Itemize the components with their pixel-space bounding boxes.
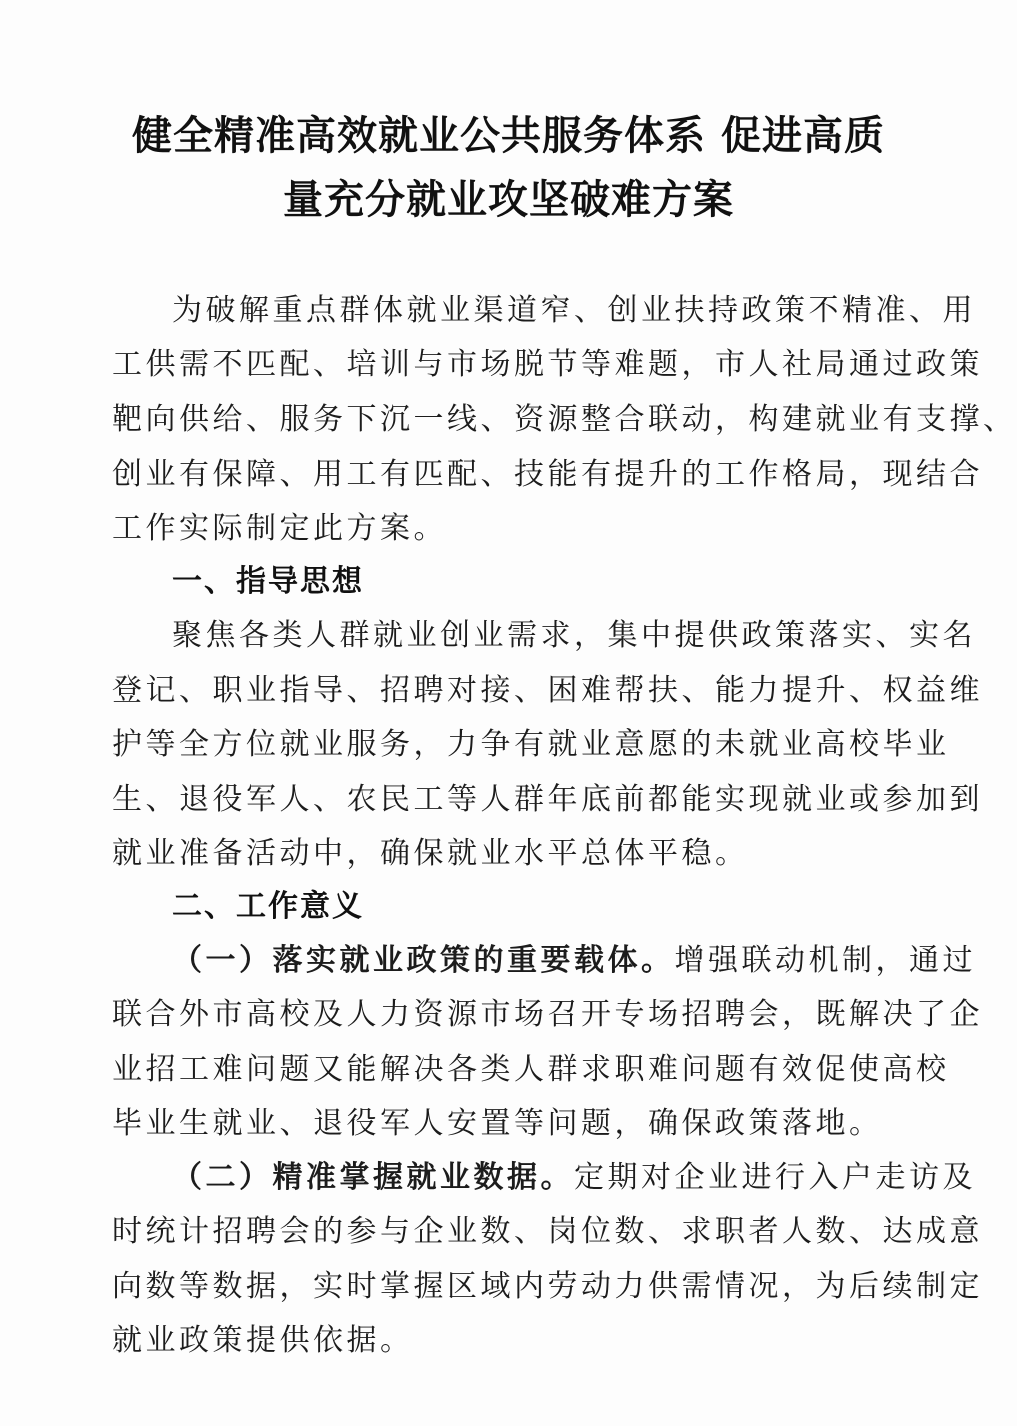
item1-heading: （一）落实就业政策的重要载体。 bbox=[172, 943, 675, 978]
item1-first-line bbox=[172, 943, 976, 978]
section1-line: 就业准备活动中，确保就业水平总体平稳。 bbox=[112, 836, 749, 871]
section-heading: 一、指导思想 bbox=[172, 564, 364, 599]
document-title-line-1: 健全精准高效就业公共服务体系 促进高质 bbox=[132, 113, 885, 159]
section-heading: 二、工作意义 bbox=[172, 889, 364, 924]
item1-line: 毕业生就业、退役军人安置等问题，确保政策落地。 bbox=[112, 1106, 883, 1141]
item1-line: 业招工难问题又能解决各类人群求职难问题有效促使高校 bbox=[112, 1052, 950, 1087]
section1-line: 护等全方位就业服务，力争有就业意愿的未就业高校毕业 bbox=[112, 727, 950, 762]
item1-line: 联合外市高校及人力资源市场召开专场招聘会，既解决了企 bbox=[112, 997, 983, 1032]
intro-line: 为破解重点群体就业渠道窄、创业扶持政策不精准、用 bbox=[172, 293, 976, 328]
item2-first-rest: 定期对企业进行入户走访及 bbox=[574, 1160, 976, 1195]
intro-line: 创业有保障、用工有匹配、技能有提升的工作格局，现结合 bbox=[112, 457, 983, 492]
item2-heading: （二）精准掌握就业数据。 bbox=[172, 1160, 574, 1195]
section1-line: 生、退役军人、农民工等人群年底前都能实现就业或参加到 bbox=[112, 782, 983, 817]
intro-line: 工作实际制定此方案。 bbox=[112, 511, 447, 546]
document-title-line-2: 量充分就业攻坚破难方案 bbox=[283, 177, 734, 223]
item2-line: 向数等数据，实时掌握区域内劳动力供需情况，为后续制定 bbox=[112, 1269, 983, 1304]
intro-line: 工供需不匹配、培训与市场脱节等难题，市人社局通过政策 bbox=[112, 347, 983, 382]
intro-line: 靶向供给、服务下沉一线、资源整合联动，构建就业有支撑、 bbox=[112, 402, 1017, 437]
item2-line: 就业政策提供依据。 bbox=[112, 1323, 414, 1358]
item2-line: 时统计招聘会的参与企业数、岗位数、求职者人数、达成意 bbox=[112, 1214, 983, 1249]
item2-first-line bbox=[172, 1160, 976, 1195]
section1-line: 登记、职业指导、招聘对接、困难帮扶、能力提升、权益维 bbox=[112, 673, 983, 708]
section1-line: 聚焦各类人群就业创业需求，集中提供政策落实、实名 bbox=[172, 618, 976, 653]
item1-first-rest: 增强联动机制，通过 bbox=[674, 943, 976, 978]
